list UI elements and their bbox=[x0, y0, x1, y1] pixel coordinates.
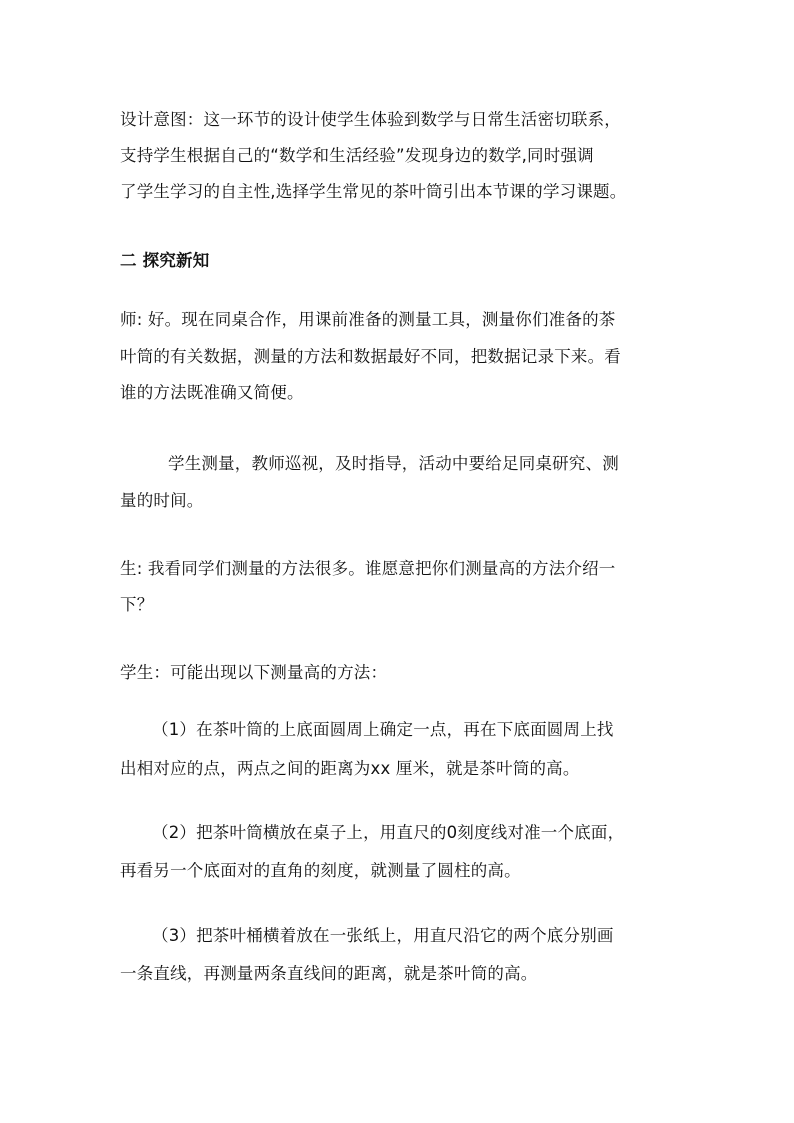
method-2-line-2: 再看另一个底面对的直角的刻度，就测量了圆柱的高。 bbox=[120, 861, 521, 880]
design-intent-line-3: 了学生学习的自主性,选择学生常见的茶叶筒引出本节课的学习课题。 bbox=[120, 182, 627, 201]
methods-intro-line: 学生：可能出现以下测量高的方法： bbox=[120, 663, 388, 682]
design-intent-line-2: 支持学生根据自己的“数学和生活经验”发现身边的数学,同时强调 bbox=[120, 146, 594, 165]
teacher-line-3: 谁的方法既准确又简便。 bbox=[120, 383, 304, 402]
question-line-1: 生: 我看同学们测量的方法很多。谁愿意把你们测量高的方法介绍一 bbox=[120, 559, 616, 578]
teacher-line-1: 师: 好。现在同桌合作，用课前准备的测量工具，测量你们准备的茶 bbox=[120, 310, 616, 329]
activity-line-2: 量的时间。 bbox=[120, 491, 204, 510]
section-heading: 二 探究新知 bbox=[120, 251, 210, 270]
teacher-line-2: 叶筒的有关数据，测量的方法和数据最好不同，把数据记录下来。看 bbox=[120, 347, 621, 366]
activity-line-1: 学生测量，教师巡视，及时指导，活动中要给足同桌研究、测 bbox=[168, 454, 619, 473]
design-intent-line-1: 设计意图：这一环节的设计使学生体验到数学与日常生活密切联系， bbox=[120, 110, 621, 129]
method-2-line-1: （2）把茶叶筒横放在桌子上，用直尺的0刻度线对准一个底面， bbox=[152, 823, 625, 842]
method-1-line-2: 出相对应的点，两点之间的距离为xx 厘米，就是茶叶筒的高。 bbox=[120, 759, 580, 778]
question-line-2: 下？ bbox=[120, 595, 154, 614]
method-1-line-1: （1）在茶叶筒的上底面圆周上确定一点，再在下底面圆周上找 bbox=[152, 720, 614, 739]
method-3-line-2: 一条直线，再测量两条直线间的距离，就是茶叶筒的高。 bbox=[120, 964, 538, 983]
method-3-line-1: （3）把茶叶桶横着放在一张纸上，用直尺沿它的两个底分别画 bbox=[152, 926, 614, 945]
